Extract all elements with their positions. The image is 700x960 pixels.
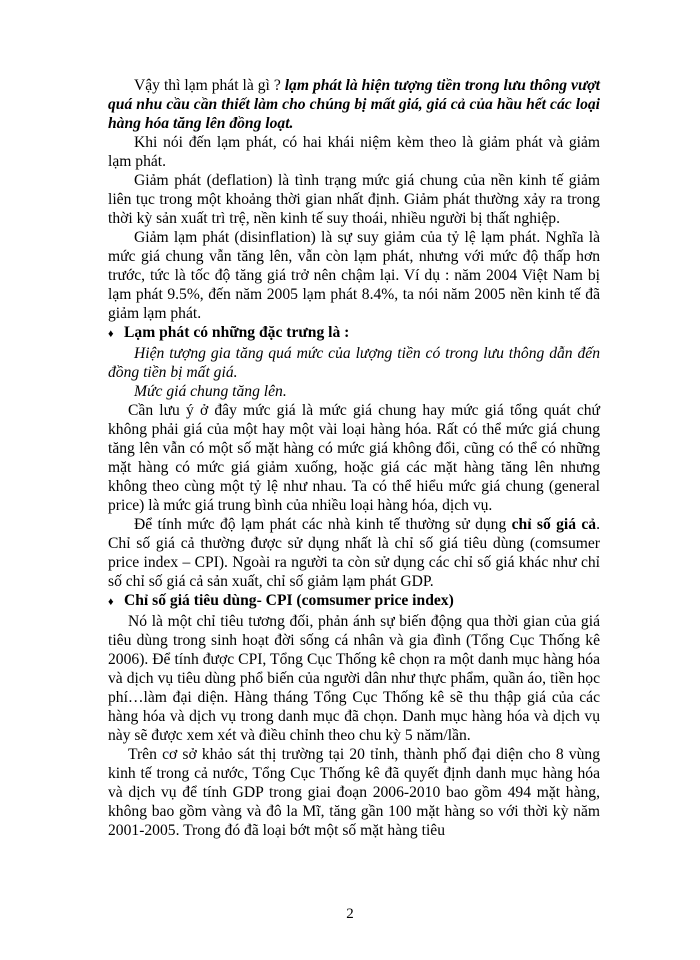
paragraph-deflation: Giảm phát (deflation) là tình trạng mức giá chung của nền kinh tế giảm liên tục trong một khoảng thời gian nhất định. Giảm phát thường xảy ra trong thời kỳ sản xuất trì trệ, nền kinh tế suy thoái, nhiều người bị thất nghiệp. xyxy=(108,172,600,227)
definition-emphasis: lạm phát là hiện tượng tiền trong lưu thông vượt quá nhu cầu cần thiết làm cho chúng bị mất giá, giá cả của hầu hết các loại hàng hóa tăng lên đồng loạt. xyxy=(108,77,600,132)
diamond-bullet-icon: ♦ xyxy=(108,596,114,608)
paragraph-disinflation: Giảm lạm phát (disinflation) là sự suy giảm của tỷ lệ lạm phát. Nghĩa là mức giá chung vẫn tăng lên, vẫn còn lạm phát, nhưng với mức độ thấp hơn trước, tức là tốc độ tăng giá trở nên chậm lại. Ví dụ : năm 2004 Việt Nam bị lạm phát 9.5%, đến năm 2005 lạm phát 8.4%, ta nói năm 2005 nền kinh tế đã giảm lạm phát. xyxy=(108,229,600,322)
page-number: 2 xyxy=(346,906,354,922)
document-page xyxy=(108,76,600,840)
paragraph-two-concepts: Khi nói đến lạm phát, có hai khái niệm kèm theo là giảm phát và giảm lạm phát. xyxy=(108,134,600,170)
heading-characteristics-text: Lạm phát có những đặc trưng là : xyxy=(124,324,350,341)
heading-cpi-text: Chỉ số giá tiêu dùng- CPI (comsumer price index) xyxy=(124,592,454,609)
price-index-emphasis: chỉ số giá cả xyxy=(511,516,597,533)
paragraph-survey: Trên cơ sở khảo sát thị trường tại 20 tỉnh, thành phố đại diện cho 8 vùng kinh tế trong cả nước, Tổng Cục Thống kê đã quyết định danh mục hàng hóa và dịch vụ để tính GDP trong giai đoạn 2006-2010 bao gồm 494 mặt hàng, không bao gồm vàng và đô la Mĩ, tăng gần 100 mặt hàng so với thời kỳ năm 2001-2005. Trong đó đã loại bớt một số mặt hàng tiêu xyxy=(108,746,600,839)
price-index-lead: Để tính mức độ lạm phát các nhà kinh tế thường sử dụng xyxy=(134,516,512,533)
paragraph-price-index xyxy=(108,515,600,591)
characteristic-item-1: Hiện tượng gia tăng quá mức của lượng tiền có trong lưu thông dẫn đến đồng tiền bị mất giá. xyxy=(108,345,600,381)
heading-characteristics xyxy=(108,323,600,344)
paragraph-cpi-description: Nó là một chỉ tiêu tương đối, phản ánh sự biến động qua thời gian của giá tiêu dùng trong sinh hoạt đời sống cá nhân và gia đình (Tổng Cục Thống kê 2006). Để tính được CPI, Tổng Cục Thống kê chọn ra một danh mục hàng hóa và dịch vụ tiêu dùng phổ biến của người dân như thực phẩm, quần áo, tiền học phí…làm đại diện. Hàng tháng Tổng Cục Thống kê sẽ thu thập giá của các hàng hóa và dịch vụ trong danh mục đã chọn. Danh mục hàng hóa và dịch vụ này sẽ được xem xét và điều chỉnh theo chu kỳ 5 năm/lần. xyxy=(108,613,600,744)
paragraph-general-price: Cần lưu ý ở đây mức giá là mức giá chung hay mức giá tổng quát chứ không phải giá của một hay một vài loại hàng hóa. Rất có thể mức giá chung tăng lên vẫn có một số mặt hàng có mức giá không đổi, cũng có thể có những mặt hàng có mức giá giảm xuống, hoặc giá các mặt hàng tăng lên nhưng không theo cùng một tỷ lệ như nhau. Ta có thể hiểu mức giá chung (general price) là mức giá trung bình của nhiều loại hàng hóa, dịch vụ. xyxy=(108,402,600,514)
price-index-rest: . Chỉ số giá cả thường được sử dụng nhất là chỉ số giá tiêu dùng (comsumer price index – CPI). Ngoài ra người ta còn sử dụng các chỉ số giá khác như chỉ số chỉ số giá cả sản xuất, chỉ số giảm lạm phát GDP. xyxy=(108,516,600,590)
paragraph-inflation-definition xyxy=(108,76,600,133)
heading-cpi xyxy=(108,591,600,612)
definition-lead: Vậy thì lạm phát là gì ? xyxy=(134,77,285,94)
diamond-bullet-icon: ♦ xyxy=(108,328,114,340)
characteristic-item-2: Mức giá chung tăng lên. xyxy=(134,383,287,400)
